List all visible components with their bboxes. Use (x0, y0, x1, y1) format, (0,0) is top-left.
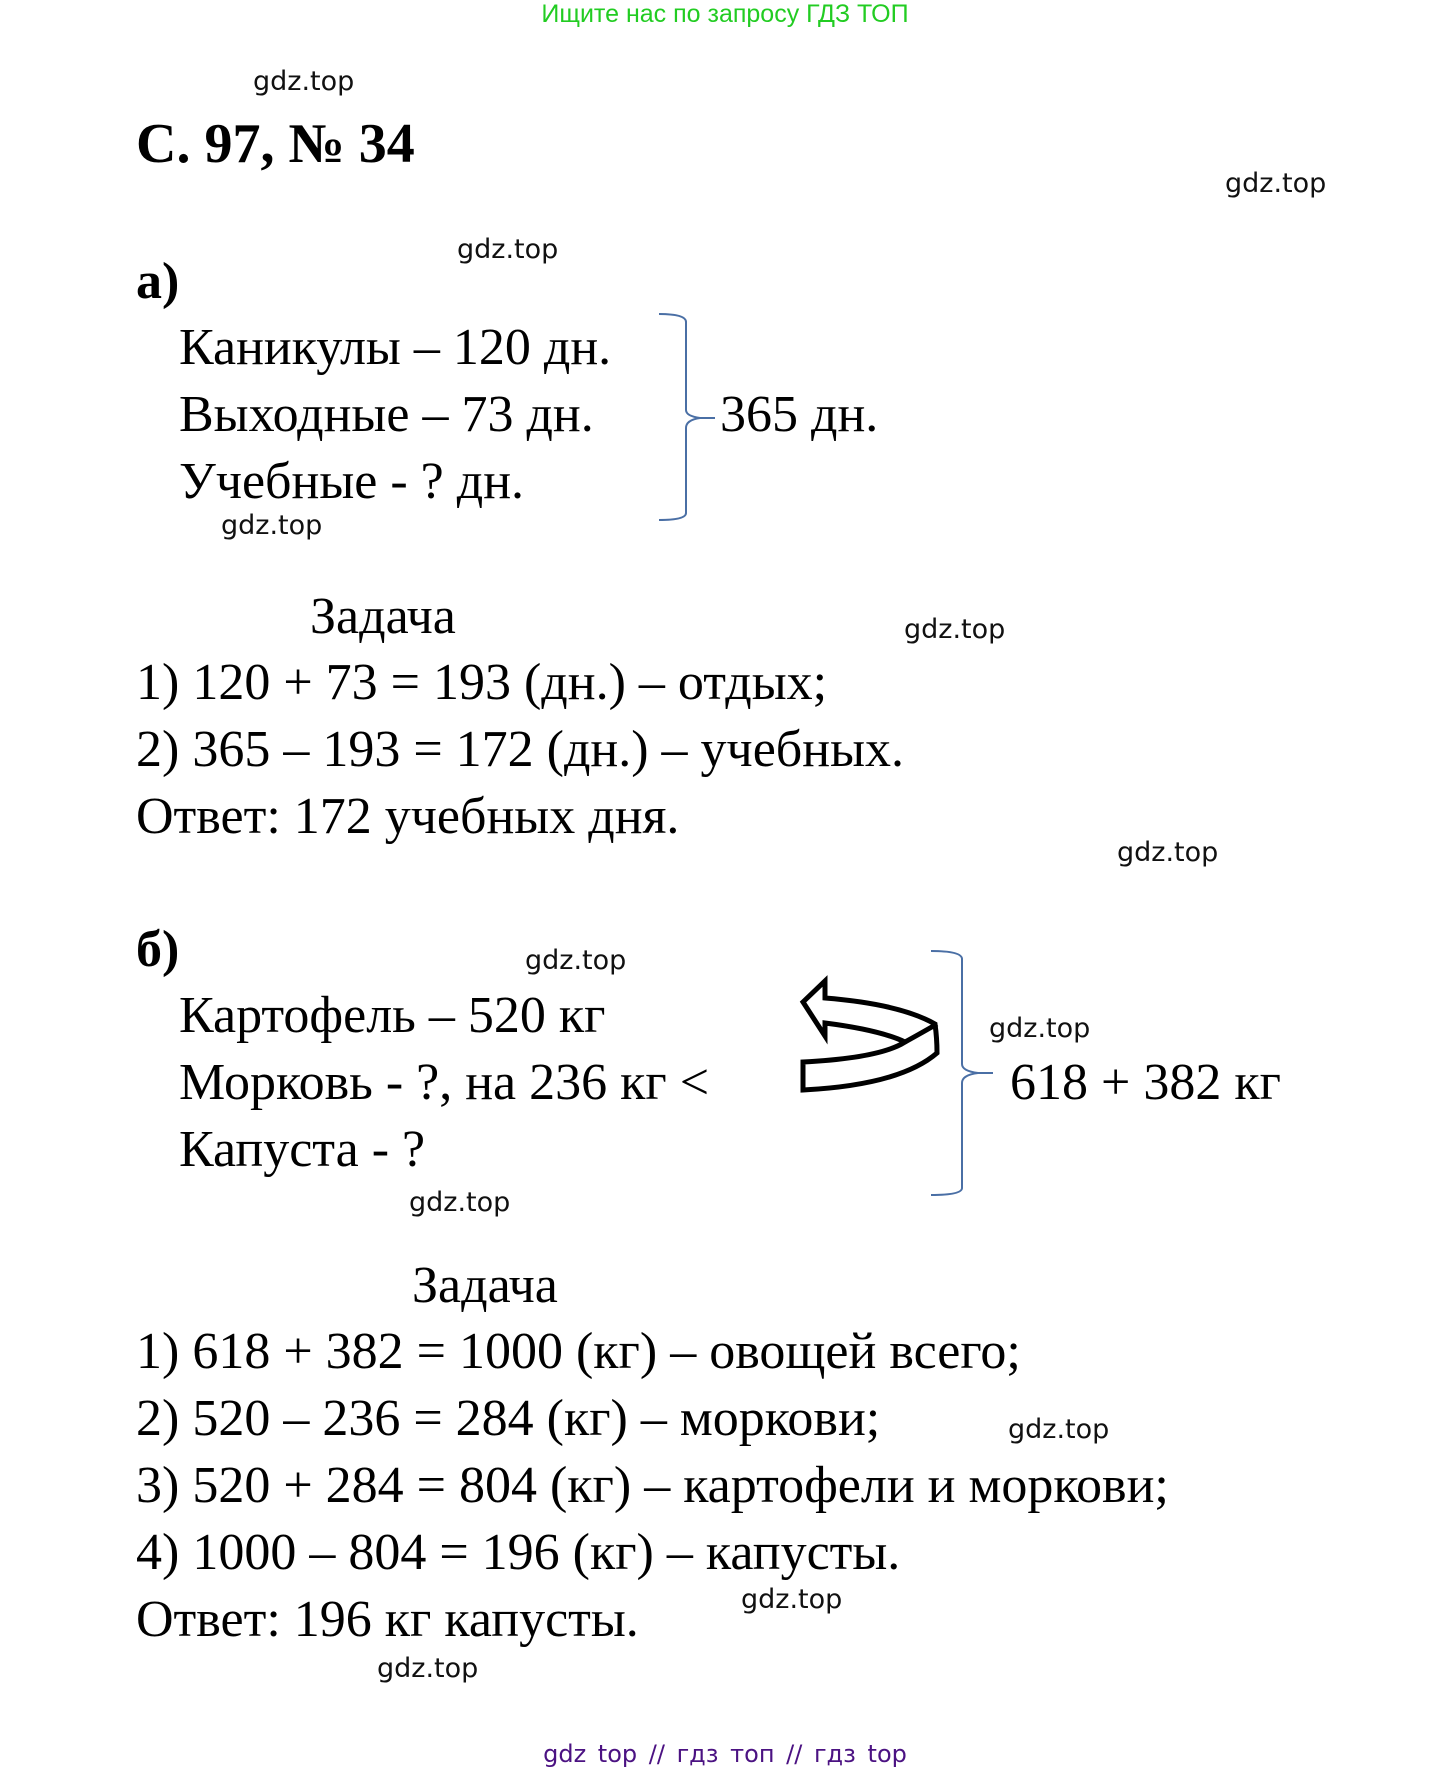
solution-step: 4) 1000 – 804 = 196 (кг) – капусты. (136, 1524, 901, 1581)
task-heading: Задача (310, 588, 456, 645)
watermark: gdz.top (221, 510, 323, 541)
solution-step: 1) 120 + 73 = 193 (дн.) – отдых; (136, 654, 828, 711)
condition-line: Капуста - ? (179, 1121, 426, 1178)
page-title: С. 97, № 34 (136, 113, 415, 175)
footer-links[interactable]: gdz top // гдз топ // гдз top (543, 1740, 907, 1768)
watermark: gdz.top (1117, 837, 1219, 868)
watermark: gdz.top (525, 945, 627, 976)
curved-arrow-icon (803, 981, 937, 1090)
total-label: 365 дн. (720, 386, 879, 443)
watermark: gdz.top (741, 1584, 843, 1615)
watermark: gdz.top (409, 1187, 511, 1218)
watermark: gdz.top (989, 1013, 1091, 1044)
watermark: gdz.top (253, 66, 355, 97)
part-b-label: б) (136, 921, 180, 978)
solution-step: 2) 520 – 236 = 284 (кг) – моркови; (136, 1390, 881, 1447)
solution-step: 1) 618 + 382 = 1000 (кг) – овощей всего; (136, 1323, 1021, 1380)
watermark: gdz.top (457, 234, 559, 265)
right-brace-icon (659, 314, 715, 520)
watermark: gdz.top (1225, 168, 1327, 199)
condition-line: Морковь - ?, на 236 кг < (179, 1054, 710, 1111)
condition-line: Каникулы – 120 дн. (179, 319, 612, 376)
search-banner[interactable]: Ищите нас по запросу ГДЗ ТОП (541, 0, 909, 28)
right-brace-icon (931, 951, 993, 1195)
task-heading: Задача (412, 1257, 558, 1314)
answer: Ответ: 172 учебных дня. (136, 788, 680, 845)
watermark: gdz.top (377, 1653, 479, 1684)
solution-step: 3) 520 + 284 = 804 (кг) – картофели и моркови; (136, 1457, 1169, 1514)
condition-line: Картофель – 520 кг (179, 987, 606, 1044)
part-a-label: а) (136, 253, 180, 310)
solution-step: 2) 365 – 193 = 172 (дн.) – учебных. (136, 721, 905, 778)
answer: Ответ: 196 кг капусты. (136, 1591, 639, 1648)
condition-line: Выходные – 73 дн. (179, 386, 594, 443)
total-label: 618 + 382 кг (1010, 1054, 1281, 1111)
watermark: gdz.top (904, 614, 1006, 645)
watermark: gdz.top (1008, 1414, 1110, 1445)
condition-line: Учебные - ? дн. (179, 453, 525, 510)
